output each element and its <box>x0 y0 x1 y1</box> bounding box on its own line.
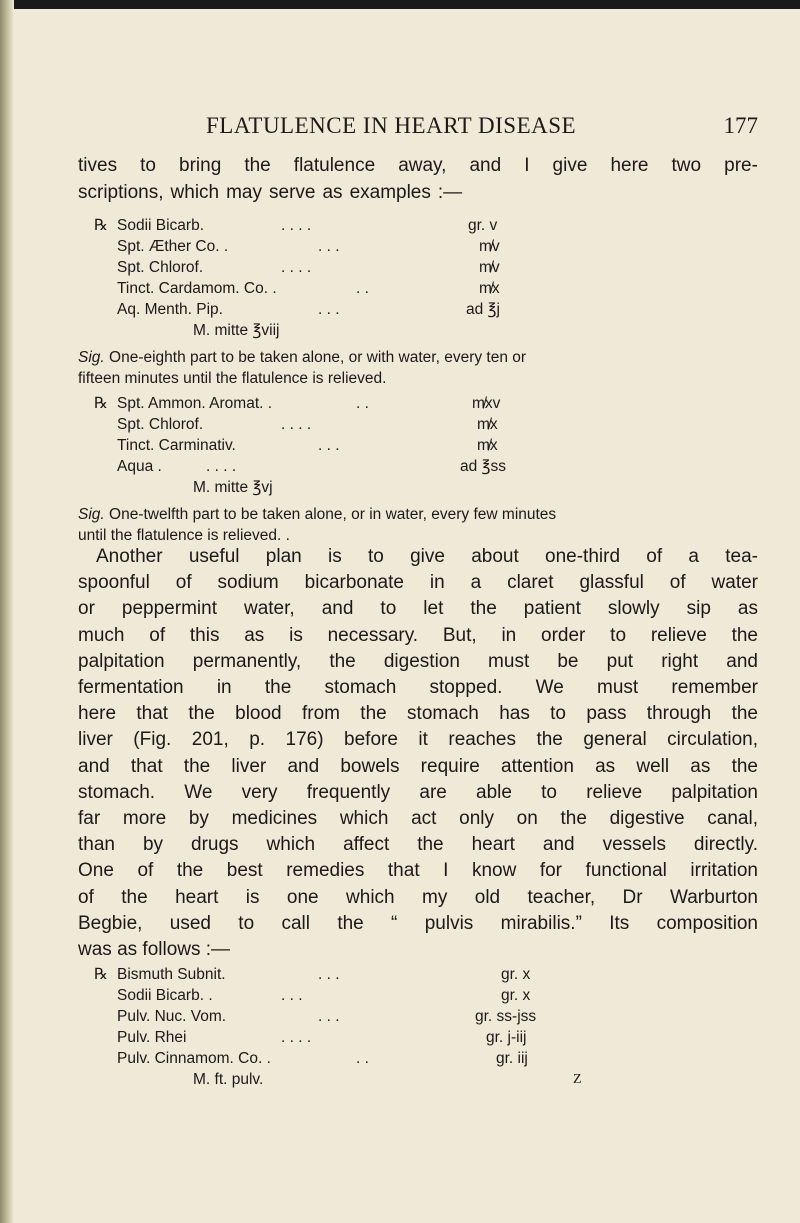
ingredient-dots: . . <box>356 1050 369 1067</box>
body-line: fermentation in the stomach stopped. We must remember <box>78 677 758 699</box>
ingredient-dose: m̸x <box>479 280 500 297</box>
ingredient-dots: . . . <box>318 238 340 255</box>
body-line: here that the blood from the stomach has to pass through the <box>78 703 758 725</box>
ingredient-name: Aqua . <box>117 458 162 475</box>
signa-label: Sig. <box>78 506 105 523</box>
ingredient-dots: . . . . <box>281 416 312 433</box>
running-header <box>78 113 758 143</box>
prescription-row <box>94 299 594 320</box>
ingredient-name: Pulv. Rhei <box>117 1029 187 1046</box>
ingredient-dose: m̸v <box>479 238 500 255</box>
body-line: spoonful of sodium bicarbonate in a claret glassful of water <box>78 572 758 594</box>
ingredient-dose: m̸x <box>477 416 498 433</box>
top-edge <box>0 0 800 9</box>
ingredient-dots: . . . <box>318 301 340 318</box>
intro-paragraph <box>78 152 758 206</box>
ingredient-dose: gr. x <box>501 966 531 983</box>
ingredient-dose: gr. v <box>468 217 498 234</box>
signa-line: Sig. One-twelfth part to be taken alone, or in water, every few minutes <box>78 506 557 523</box>
page-number: 177 <box>723 113 758 138</box>
prescription-row <box>94 414 594 435</box>
ingredient-dots: . . . <box>281 987 303 1004</box>
ingredient-name: Spt. Æther Co. . <box>117 238 229 255</box>
prescription-row <box>94 1006 594 1027</box>
ingredient-dose: ad ℥ss <box>460 458 507 475</box>
prescription-row <box>94 278 594 299</box>
ingredient-name: Tinct. Carminativ. <box>117 437 236 454</box>
prescription-row <box>94 1048 594 1069</box>
ingredient-dots: . . . . <box>206 458 237 475</box>
intro-line: tives to bring the flatulence away, and I give here two pre- <box>78 155 758 176</box>
body-line: One of the best remedies that I know for functional irritation <box>78 860 758 882</box>
ingredient-dots: . . <box>356 395 369 412</box>
signa-line: Sig. One-eighth part to be taken alone, or with water, every ten or <box>78 349 527 366</box>
ingredient-name: Spt. Ammon. Aromat. . <box>117 395 273 412</box>
ingredient-dots: . . <box>356 280 369 297</box>
ingredient-dose: m̸v <box>479 259 500 276</box>
body-line: and that the liver and bowels require attention as well as the <box>78 755 758 777</box>
prescription-2 <box>94 393 594 498</box>
prescription-row <box>94 215 594 236</box>
body-line: palpitation permanently, the digestion must be put right and <box>78 650 758 672</box>
ingredient-dose: gr. x <box>501 987 531 1004</box>
binding-shadow <box>0 0 14 1223</box>
prescription-row <box>94 456 594 477</box>
ingredient-name: Pulv. Nuc. Vom. <box>117 1008 227 1025</box>
recipe-symbol-icon: ℞ <box>94 394 108 412</box>
ingredient-dots: . . . . <box>281 259 312 276</box>
ingredient-name: Bismuth Subnit. <box>117 966 226 983</box>
signa-label: Sig. <box>78 349 105 366</box>
ingredient-dose: m̸x <box>477 437 498 454</box>
ingredient-dose: gr. ss-jss <box>475 1008 537 1025</box>
ingredient-dose: gr. j-iij <box>486 1029 527 1046</box>
recipe-symbol-icon: ℞ <box>94 216 108 234</box>
prescription-row <box>94 964 594 985</box>
signa-2 <box>78 504 758 546</box>
body-line: liver (Fig. 201, p. 176) before it reaches the general circulation, <box>78 729 758 751</box>
body-line: than by drugs which affect the heart and vessels directly. <box>78 834 758 856</box>
signa-1 <box>78 347 758 389</box>
ingredient-name: Aq. Menth. Pip. <box>117 301 223 318</box>
prescription-3 <box>94 964 594 1090</box>
signature-mark: Z <box>573 1072 582 1087</box>
ingredient-dots: . . . . <box>281 217 312 234</box>
signa-line: fifteen minutes until the flatulence is relieved. <box>78 370 387 387</box>
body-line: Begbie, used to call the “ pulvis mirabilis.” Its composition <box>78 912 758 934</box>
prescription-row <box>94 985 594 1006</box>
body-paragraph <box>78 544 758 963</box>
running-title: FLATULENCE IN HEART DISEASE <box>206 113 577 138</box>
body-line: was as follows :— <box>78 939 231 961</box>
ingredient-dots: . . . <box>318 437 340 454</box>
ingredient-name: Spt. Chlorof. <box>117 416 204 433</box>
ingredient-dots: . . . . <box>281 1029 312 1046</box>
ingredient-dots: . . . <box>318 966 340 983</box>
prescription-row <box>94 393 594 414</box>
body-line: much of this as is necessary. But, in order to relieve the <box>78 624 758 646</box>
ingredient-dose: ad ℥j <box>466 301 500 318</box>
ingredient-name: Spt. Chlorof. <box>117 259 204 276</box>
ingredient-dose: m̸xv <box>472 395 501 412</box>
ingredient-dose: gr. iij <box>496 1050 528 1067</box>
body-line: or peppermint water, and to let the patient slowly sip as <box>78 598 758 620</box>
ingredient-name: Pulv. Cinnamom. Co. . <box>117 1050 271 1067</box>
mitte-line: M. ft. pulv. <box>193 1071 264 1088</box>
ingredient-name: Sodii Bicarb. <box>117 217 205 234</box>
mitte-line: M. mitte ℥viij <box>193 322 280 339</box>
body-line: of the heart is one which my old teacher, Dr Warburton <box>78 886 758 908</box>
prescription-1 <box>94 215 594 341</box>
prescription-row <box>94 1027 594 1048</box>
ingredient-name: Sodii Bicarb. . <box>117 987 213 1004</box>
mitte-line: M. mitte ℥vj <box>193 479 273 496</box>
body-line: stomach. We very frequently are able to relieve palpitation <box>78 781 758 803</box>
prescription-row <box>94 257 594 278</box>
recipe-symbol-icon: ℞ <box>94 965 108 983</box>
intro-line: scriptions, which may serve as examples :— <box>78 182 463 203</box>
ingredient-name: Tinct. Cardamom. Co. . <box>117 280 277 297</box>
prescription-row <box>94 236 594 257</box>
body-line: Another useful plan is to give about one-third of a tea- <box>96 546 758 567</box>
body-line: far more by medicines which act only on the digestive canal, <box>78 808 758 830</box>
signa-line: until the flatulence is relieved. . <box>78 527 290 544</box>
prescription-row <box>94 435 594 456</box>
ingredient-dots: . . . <box>318 1008 340 1025</box>
